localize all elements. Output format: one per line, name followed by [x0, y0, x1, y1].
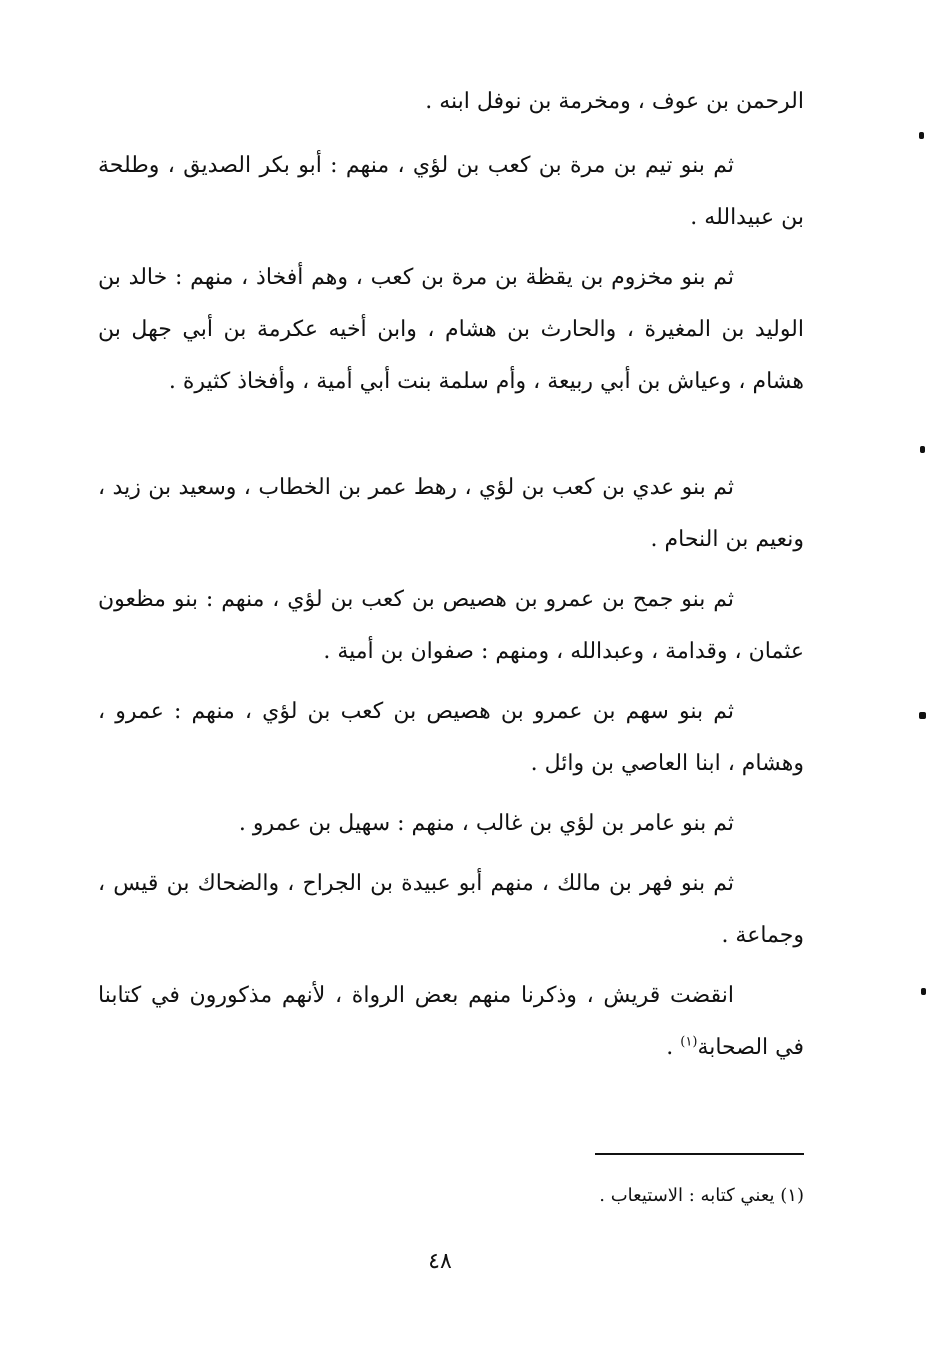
- paragraph-banu-amir: ثم بنو عامر بن لؤي بن غالب ، منهم : سهيل بن عمرو .: [238, 811, 734, 836]
- scan-edge-mark: [919, 712, 926, 719]
- footnote-reference: (١): [680, 1034, 698, 1050]
- scan-edge-mark: [921, 988, 926, 995]
- paragraph-banu-makhzum: ثم بنو مخزوم بن يقظة بن مرة بن كعب ، وهم أفخاذ ، منهم : خالد بن الوليد بن المغيرة ، والحارث بن هشام ، وابن أخيه عكرمة بن أبي جهل بن هشام ، وعياش بن أبي ربيعة ، وأم سلمة بنت أبي أمية ، وأفخاذ كثيرة .: [98, 265, 804, 394]
- footnote: (١) يعني كتابه : الاستيعاب .: [599, 1185, 804, 1206]
- footnote-divider: [595, 1153, 804, 1155]
- paragraph-banu-sahm: ثم بنو سهم بن عمرو بن هصيص بن كعب بن لؤي ، منهم : عمرو ، وهشام ، ابنا العاصي بن وائل .: [98, 699, 804, 776]
- paragraph-1: الرحمن بن عوف ، ومخرمة بن نوفل ابنه .: [425, 89, 804, 114]
- scan-edge-mark: [920, 446, 925, 453]
- paragraph-closing-end: .: [666, 1035, 681, 1060]
- paragraph-banu-adi: ثم بنو عدي بن كعب بن لؤي ، رهط عمر بن الخطاب ، وسعيد بن زيد ، ونعيم بن النحام .: [98, 475, 804, 552]
- paragraph-closing-text: انقضت قريش ، وذكرنا منهم بعض الرواة ، لأنهم مذكورون في كتابنا في الصحابة: [98, 983, 804, 1060]
- scan-edge-mark: [919, 132, 924, 139]
- page-number: ٤٨: [428, 1249, 452, 1274]
- paragraph-banu-taym: ثم بنو تيم بن مرة بن كعب بن لؤي ، منهم : أبو بكر الصديق ، وطلحة بن عبيدالله .: [98, 153, 804, 230]
- paragraph-banu-fihr: ثم بنو فهر بن مالك ، منهم أبو عبيدة بن الجراح ، والضحاك بن قيس ، وجماعة .: [98, 871, 804, 948]
- paragraph-closing: [98, 970, 804, 1074]
- paragraph-banu-jumah: ثم بنو جمح بن عمرو بن هصيص بن كعب بن لؤي ، منهم : بنو مظعون عثمان ، وقدامة ، وعبدالله ، ومنهم : صفوان بن أمية .: [98, 587, 804, 664]
